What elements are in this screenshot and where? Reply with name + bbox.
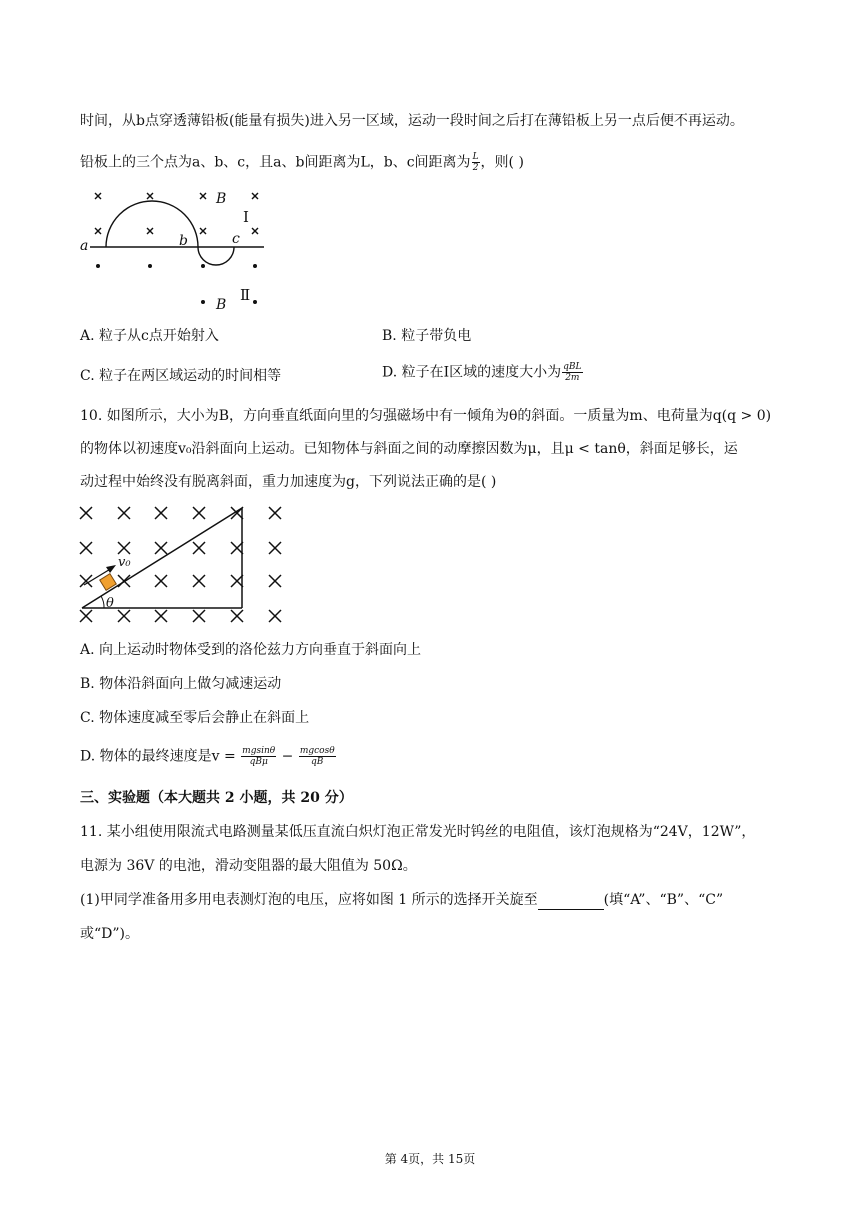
cross-mark: [200, 228, 206, 234]
dot-mark: [148, 264, 152, 268]
dot-mark: [253, 300, 257, 304]
cross-mark: [95, 228, 101, 234]
cross-mark: [147, 228, 153, 234]
q10-option-d: [80, 746, 337, 767]
section-3-heading: 三、实验题（本大题共 2 小题，共 20 分）: [80, 790, 353, 806]
q9-line-2-tail: ，则( ): [480, 154, 524, 171]
cross-mark: [193, 507, 205, 519]
label-b-field-bottom: B: [216, 297, 227, 313]
label-theta: θ: [106, 596, 114, 611]
dot-mark: [201, 264, 205, 268]
cross-mark: [147, 193, 153, 199]
q11-line-1: 11. 某小组使用限流式电路测量某低压直流白炽灯泡正常发光时钨丝的电阻值，该灯泡规格为“24V，12W”，: [80, 824, 756, 840]
q10-figure: [76, 503, 286, 628]
q9-fraction-l-over-2: $\frac{L}{2}$: [472, 152, 479, 173]
cross-mark: [155, 575, 167, 587]
cross-mark: [193, 610, 205, 622]
trajectory-region-2: [198, 247, 234, 265]
answer-blank[interactable]: [538, 895, 604, 910]
cross-mark: [155, 542, 167, 554]
page-footer: 第 4页，共 15页: [384, 1152, 476, 1166]
velocity-arrowhead: [106, 565, 116, 573]
cross-mark: [80, 542, 92, 554]
q9-option-d-fraction: $\frac{\text{qBL}}{2m}$: [563, 362, 582, 383]
q10-option-d-minus: −: [281, 748, 294, 765]
q10-line-1: 10. 如图所示，大小为B，方向垂直纸面向里的匀强磁场中有一倾角为θ的斜面。一质量为m、电荷量为q(q > 0): [80, 408, 772, 424]
cross-mark: [200, 193, 206, 199]
incline-hypotenuse: [82, 508, 242, 608]
dot-mark: [201, 300, 205, 304]
q10-line-2: 的物体以初速度v₀沿斜面向上运动。已知物体与斜面之间的动摩擦因数为μ，且μ < tanθ，斜面足够长，运: [80, 441, 738, 457]
q10-option-b: B. 物体沿斜面向上做匀减速运动: [80, 676, 282, 692]
label-c: c: [232, 231, 240, 247]
cross-mark: [80, 507, 92, 519]
q9-figure: [78, 185, 278, 315]
q11-line-3-text: (1)甲同学准备用多用电表测灯泡的电压，应将如图 1 所示的选择开关旋至: [80, 892, 538, 908]
q10-option-c: C. 物体速度减至零后会静止在斜面上: [80, 710, 310, 726]
label-a: a: [80, 238, 89, 254]
q10-line-3: 动过程中始终没有脱离斜面，重力加速度为g，下列说法正确的是( ): [80, 474, 497, 490]
cross-mark: [193, 542, 205, 554]
cross-mark: [80, 610, 92, 622]
cross-mark: [155, 610, 167, 622]
q9-option-a: A. 粒子从c点开始射入: [80, 328, 219, 344]
cross-mark: [155, 507, 167, 519]
label-b-field-top: B: [216, 191, 227, 207]
q10-option-d-fraction-1: $\frac{mgsin\theta}{\text{qBμ}}$: [242, 746, 276, 767]
q10-option-a: A. 向上运动时物体受到的洛伦兹力方向垂直于斜面向上: [80, 642, 422, 658]
cross-mark: [231, 575, 243, 587]
q9-option-d: [382, 362, 584, 383]
label-region-1: Ⅰ: [243, 208, 249, 226]
cross-mark: [95, 193, 101, 199]
q9-line-2: [80, 152, 524, 173]
q11-line-2: 电源为 36V 的电池，滑动变阻器的最大阻值为 50Ω。: [80, 858, 417, 874]
cross-mark: [252, 193, 258, 199]
cross-mark: [252, 228, 258, 234]
q11-line-3: [80, 890, 723, 910]
theta-arc: [101, 596, 104, 608]
cross-mark: [118, 542, 130, 554]
q9-line-1: 时间，从b点穿透薄铅板(能量有损失)进入另一区域，运动一段时间之后打在薄铅板上另一点后便不再运动。: [80, 113, 744, 129]
cross-mark: [269, 542, 281, 554]
cross-mark: [193, 575, 205, 587]
cross-mark: [231, 542, 243, 554]
q9-option-c: C. 粒子在两区域运动的时间相等: [80, 368, 282, 384]
q11-line-3-tail: (填“A”、“B”、“C”: [603, 892, 724, 908]
cross-mark: [118, 507, 130, 519]
label-region-2: Ⅱ: [240, 286, 251, 304]
q9-option-d-text: D. 粒子在I区域的速度大小为: [382, 364, 562, 381]
cross-mark: [269, 507, 281, 519]
cross-mark: [269, 610, 281, 622]
dot-mark: [253, 264, 257, 268]
cross-mark: [269, 575, 281, 587]
dot-mark: [96, 264, 100, 268]
cross-mark: [118, 610, 130, 622]
label-b: b: [179, 233, 188, 249]
q11-line-4: 或“D”)。: [80, 926, 140, 942]
label-v0: v₀: [118, 555, 131, 570]
cross-mark: [231, 610, 243, 622]
q10-option-d-fraction-2: $\frac{mgcos\theta}{qB}$: [299, 746, 335, 767]
q9-line-2-text: 铅板上的三个点为a、b、c，且a、b间距离为L，b、c间距离为: [80, 154, 471, 171]
q10-option-d-text: D. 物体的最终速度是v =: [80, 748, 236, 765]
q9-option-b: B. 粒子带负电: [382, 328, 472, 344]
